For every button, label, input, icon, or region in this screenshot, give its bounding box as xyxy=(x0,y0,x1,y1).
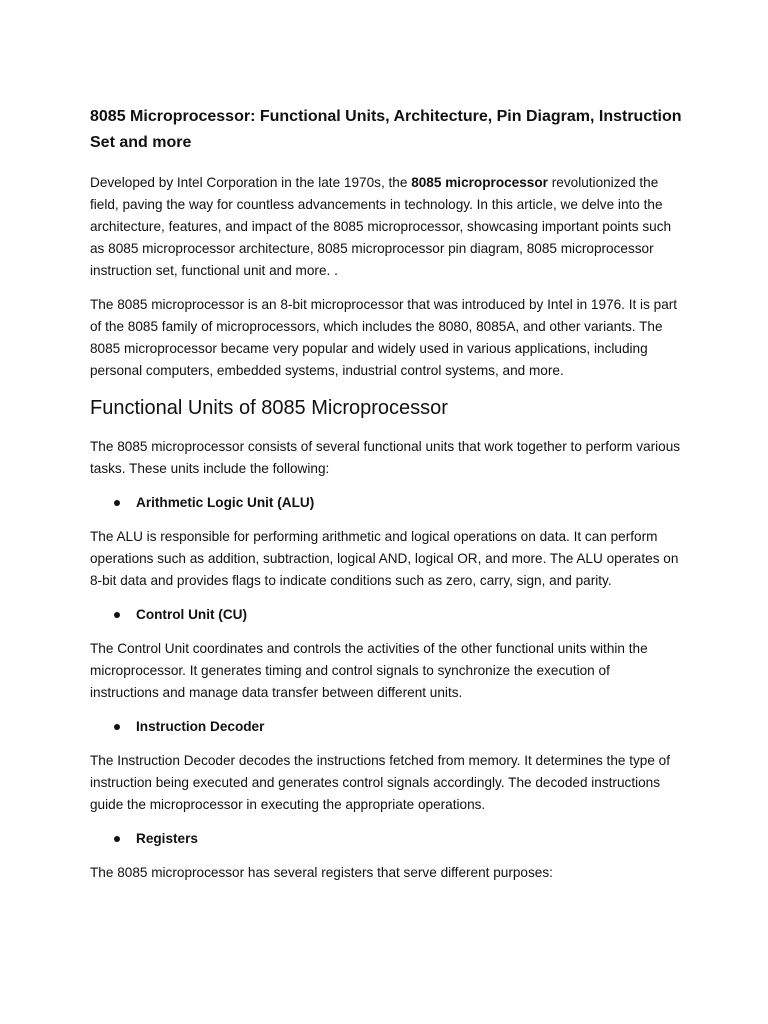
document-title: 8085 Microprocessor: Functional Units, Architecture, Pin Diagram, Instruction Set and more xyxy=(90,108,682,151)
list-item-alu xyxy=(90,492,682,514)
section-intro-paragraph: The 8085 microprocessor consists of several functional units that work together to perform various tasks. These units include the following: xyxy=(90,439,681,476)
bullet-icon xyxy=(114,500,120,506)
overview-paragraph: The 8085 microprocessor is an 8-bit microprocessor that was introduced by Intel in 1976. It is part of the 8085 family of microprocessors, which includes the 8080, 8085A, and other variants. The 8085 microprocessor became very popular and widely used in various applications, including personal computers, embedded systems, industrial control systems, and more. xyxy=(90,297,678,378)
list-item-label: Arithmetic Logic Unit (ALU) xyxy=(136,495,315,510)
instruction-decoder-description: The Instruction Decoder decodes the instructions fetched from memory. It determines the type of instruction being executed and generates control signals accordingly. The decoded instructions guide the microprocessor in executing the appropriate operations. xyxy=(90,753,671,812)
intro-text-end: revolutionized the field, paving the way for countless advancements in technology. In this article, we delve into the architecture, features, and impact of the 8085 microprocessor, showcasing important points such as 8085 microprocessor architecture, 8085 microprocessor pin diagram, 8085 microprocessor instruction set, functional unit and more. . xyxy=(90,175,672,278)
list-item-registers xyxy=(90,828,682,850)
alu-description: The ALU is responsible for performing arithmetic and logical operations on data. It can perform operations such as addition, subtraction, logical AND, logical OR, and more. The ALU operates on 8-bit data and provides flags to indicate conditions such as zero, carry, sign, and parity. xyxy=(90,529,679,588)
list-item-control-unit xyxy=(90,604,682,626)
list-item-label: Control Unit (CU) xyxy=(136,607,247,622)
bullet-icon xyxy=(114,612,120,618)
control-unit-description: The Control Unit coordinates and controls the activities of the other functional units within the microprocessor. It generates timing and control signals to synchronize the execution of instructions and manage data transfer between different units. xyxy=(90,641,648,700)
bullet-icon xyxy=(114,724,120,730)
document-page xyxy=(90,104,682,896)
section-heading: Functional Units of 8085 Microprocessor xyxy=(90,397,448,419)
bullet-icon xyxy=(114,836,120,842)
intro-paragraph xyxy=(90,172,682,282)
list-item-label: Registers xyxy=(136,831,198,846)
intro-text-start: Developed by Intel Corporation in the late 1970s, the xyxy=(90,175,412,190)
list-item-label: Instruction Decoder xyxy=(136,719,265,734)
registers-description: The 8085 microprocessor has several registers that serve different purposes: xyxy=(90,865,553,880)
intro-bold-term: 8085 microprocessor xyxy=(411,175,548,190)
list-item-instruction-decoder xyxy=(90,716,682,738)
